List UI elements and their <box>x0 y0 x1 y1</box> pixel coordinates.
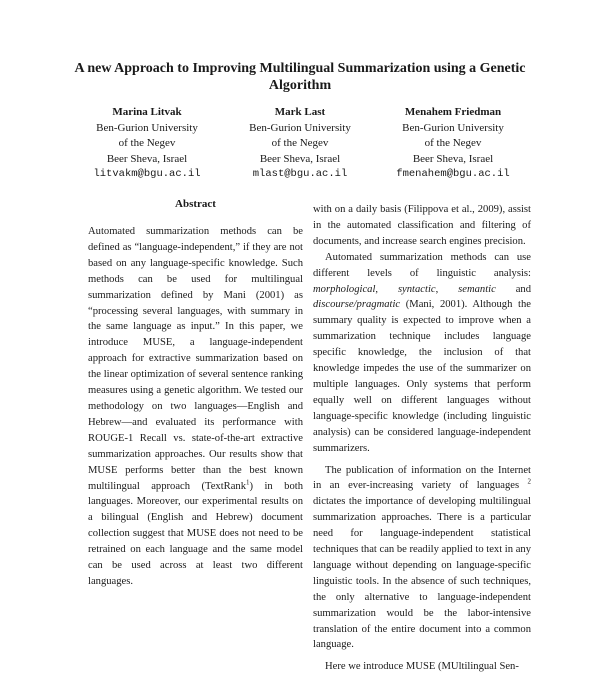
footnote-ref[interactable]: 2 <box>527 477 531 486</box>
author-affiliation: Ben-Gurion University <box>96 121 198 134</box>
author-email: mlast@bgu.ac.il <box>252 168 348 180</box>
intro-column <box>313 202 531 675</box>
body-paragraph: with on a daily basis (Filippova et al., 2009), assist in the automated classification and filtering of documents, and increase search engines precision. <box>313 204 531 247</box>
author-name: Menahem Friedman <box>404 106 502 118</box>
author-affiliation-2: of the Negev <box>271 137 329 149</box>
abstract-text: Automated summarization methods can be defined as “language-independent,” if they are not based on any language-specific knowledge. Such methods can be used for multilingual summarization defined by Mani (2001) as “processing several languages, with summary in the same language as input.” In this paper, we introduce MUSE, a language-independent approach for extractive summarization based on the linear optimization of several sentence ranking measures using a genetic algorithm. We tested our methodology on two languages—English and Hebrew—and evaluated its performance with ROUGE-1 Recall vs. state-of-the-art extractive summarization approaches. Our results show that MUSE performs better than the best known multilingual approach (TextRank <box>88 226 303 492</box>
author-location: Beer Sheva, Israel <box>106 152 188 165</box>
body-paragraph: The publication of information on the Internet in an ever-increasing variety of languages $^2$ dictates the importance of developing multilingual summarization approaches. There is a particular need for language-independent statistical techniques that can be readily applied to text in any language without depending on language-specific linguistic tools. In the absence of such techniques, the only alternative to language-independent summarization would be the labor-intensive translation of the entire document into a common language. <box>313 464 531 651</box>
author-affiliation-2: of the Negev <box>118 137 176 149</box>
author-name: Marina Litvak <box>112 106 182 118</box>
body-paragraph: Here we introduce MUSE (MUltilingual Sen- <box>325 661 519 673</box>
author-block <box>72 105 222 183</box>
abstract-heading: Abstract <box>175 198 216 210</box>
author-block <box>225 105 375 183</box>
abstract-column <box>88 224 303 590</box>
term-italic: semantic <box>458 283 496 295</box>
author-email: fmenahem@bgu.ac.il <box>396 168 510 180</box>
term-italic: morphological <box>313 283 376 295</box>
author-location: Beer Sheva, Israel <box>412 152 494 165</box>
body-paragraph: Automated summarization methods can use different levels of linguistic analysis: morphological, syntactic, semantic and discourse/pragmatic (Mani, 2001). Although the summary quality is expected to improve when a summarization technique includes language specific knowledge, the inclusion of that knowledge impedes the use of the summarizer on multiple languages. Only systems that perform equally well on different languages without language-specific knowledge (including linguistic analysis) can be considered language-independent summarizers. <box>313 251 532 454</box>
author-affiliation-2: of the Negev <box>424 137 482 149</box>
term-italic: discourse/pragmatic <box>313 299 401 311</box>
footnote-ref[interactable]: 1 <box>246 477 250 486</box>
author-affiliation: Ben-Gurion University <box>402 121 504 134</box>
author-affiliation: Ben-Gurion University <box>249 121 351 134</box>
author-location: Beer Sheva, Israel <box>259 152 341 165</box>
paper-title: A new Approach to Improving Multilingual Summarization using a Genetic Algorithm <box>74 61 526 93</box>
author-email: litvakm@bgu.ac.il <box>93 168 201 180</box>
abstract-paragraph <box>88 224 303 590</box>
term-italic: syntactic <box>397 283 436 295</box>
author-name: Mark Last <box>274 106 326 118</box>
author-block <box>378 105 528 183</box>
abstract-text-cont: ) in both languages. Moreover, our experimental results on a bilingual (English and Hebrew) document collection suggest that MUSE does not need to be retrained on each language and the same model can be used across at least two different languages. <box>88 480 303 587</box>
